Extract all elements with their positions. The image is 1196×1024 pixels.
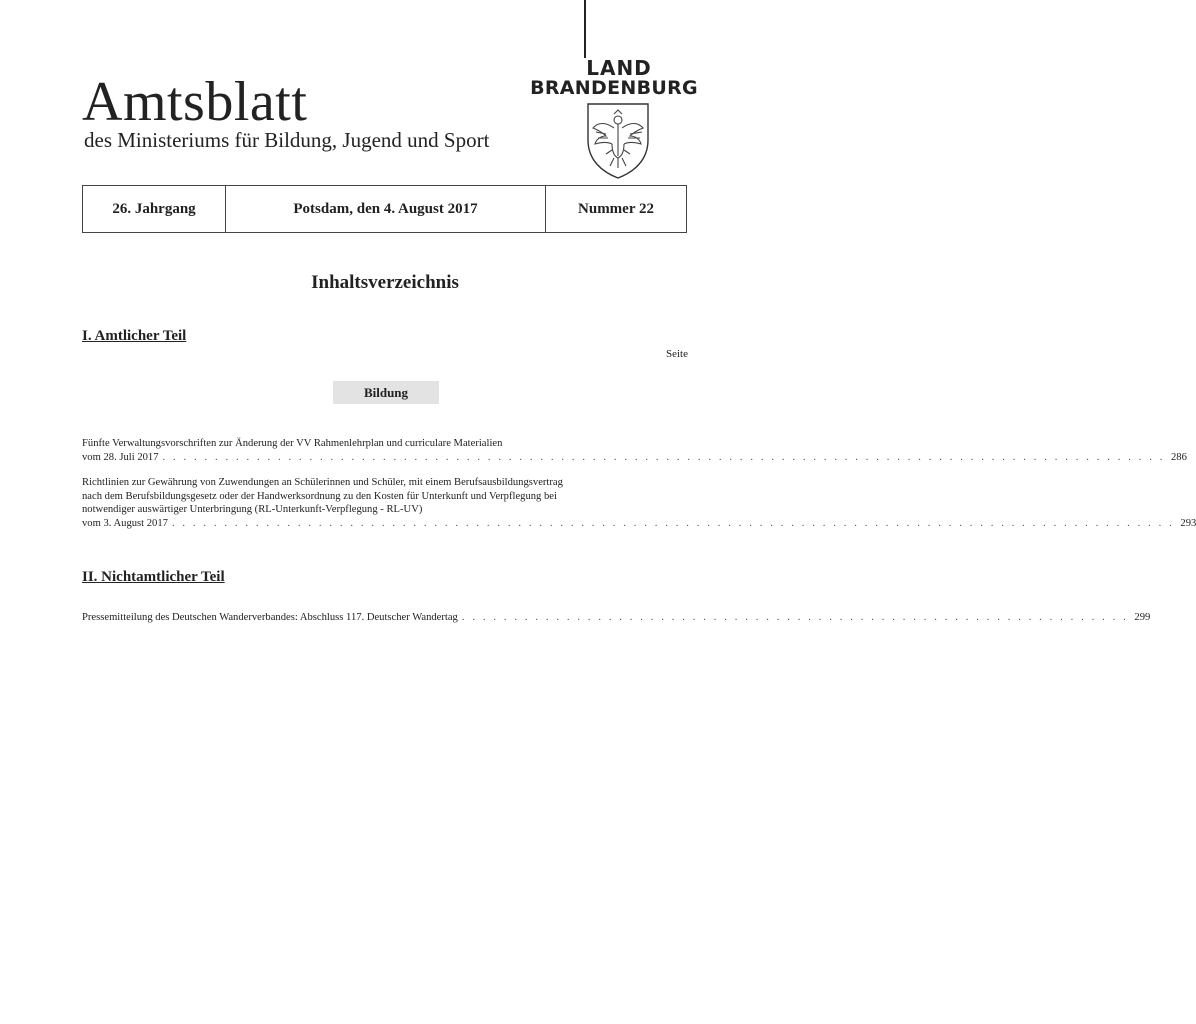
place-date: Potsdam, den 4. August 2017 <box>226 186 546 232</box>
jahrgang: 26. Jahrgang <box>83 186 226 232</box>
toc-entry-text: Pressemitteilung des Deutschen Wanderverbandes: Abschluss 117. Deutscher Wandertag <box>82 612 458 623</box>
logo-divider <box>584 0 586 58</box>
toc-entry-date: vom 3. August 2017 <box>82 517 168 529</box>
dot-leader: . . . . . . . . . . . . . . . . . . . . . . . . . . . . . . . . . . . . . . . . . . . . . . . . . . . . . . . . . . . . . . . . <box>461 612 1129 623</box>
toc-entry-text: Fünfte Verwaltungsvorschriften zur Änderung der VV Rahmenlehrplan und curriculare Materialien <box>82 438 503 449</box>
part1-heading: I. Amtlicher Teil <box>82 328 187 344</box>
toc-entry[interactable] <box>82 476 1196 530</box>
toc-entry-page: 293 <box>1180 517 1196 529</box>
publication-title: Amtsblatt <box>82 71 308 133</box>
brandenburg-logo <box>523 58 705 98</box>
toc-entry-date: vom 28. Juli 2017 <box>82 451 159 463</box>
dot-leader: . . . . . . . . . . . . . . . . . . . . . . . . . . . . . . . . . . . . . . . . . . . . . . . . . . . . . . . . . . . . . . . . . . . . . . . . . . . . . . . . . . . . . . . . . . . . . . . . <box>162 451 1165 463</box>
publication-subtitle: des Ministeriums für Bildung, Jugend und Sport <box>84 128 490 152</box>
page-column-label: Seite <box>666 348 688 360</box>
logo-line-land: LAND <box>586 56 652 80</box>
eagle-crest-icon <box>578 100 658 180</box>
issue-info-box <box>82 185 687 233</box>
toc-entry[interactable] <box>82 437 1187 464</box>
toc-entry-page: 299 <box>1134 612 1151 623</box>
toc-entry-page: 286 <box>1170 451 1187 463</box>
section-tag-bildung: Bildung <box>333 381 439 404</box>
part2-heading: II. Nichtamtlicher Teil <box>82 569 225 585</box>
toc-heading: Inhaltsverzeichnis <box>311 272 459 293</box>
issue-number: Nummer 22 <box>578 200 654 217</box>
logo-line-brandenburg: BRANDENBURG <box>530 77 698 99</box>
toc-entry-text: Richtlinien zur Gewährung von Zuwendungen an Schülerinnen und Schüler, mit einem Berufsausbildungsvertrag <box>82 477 563 488</box>
toc-entry-text: nach dem Berufsbildungsgesetz oder der Handwerksordnung zu den Kosten für Unterkunft und Verpflegung bei <box>82 490 557 502</box>
toc-entry[interactable] <box>82 611 1151 625</box>
toc-entry-text: notwendiger auswärtiger Unterbringung (RL-Unterkunft-Verpflegung - RL-UV) <box>82 504 423 515</box>
dot-leader: . . . . . . . . . . . . . . . . . . . . . . . . . . . . . . . . . . . . . . . . . . . . . . . . . . . . . . . . . . . . . . . . . . . . . . . . . . . . . . . . . . . . . . . . . . . . . . . . <box>171 517 1175 529</box>
